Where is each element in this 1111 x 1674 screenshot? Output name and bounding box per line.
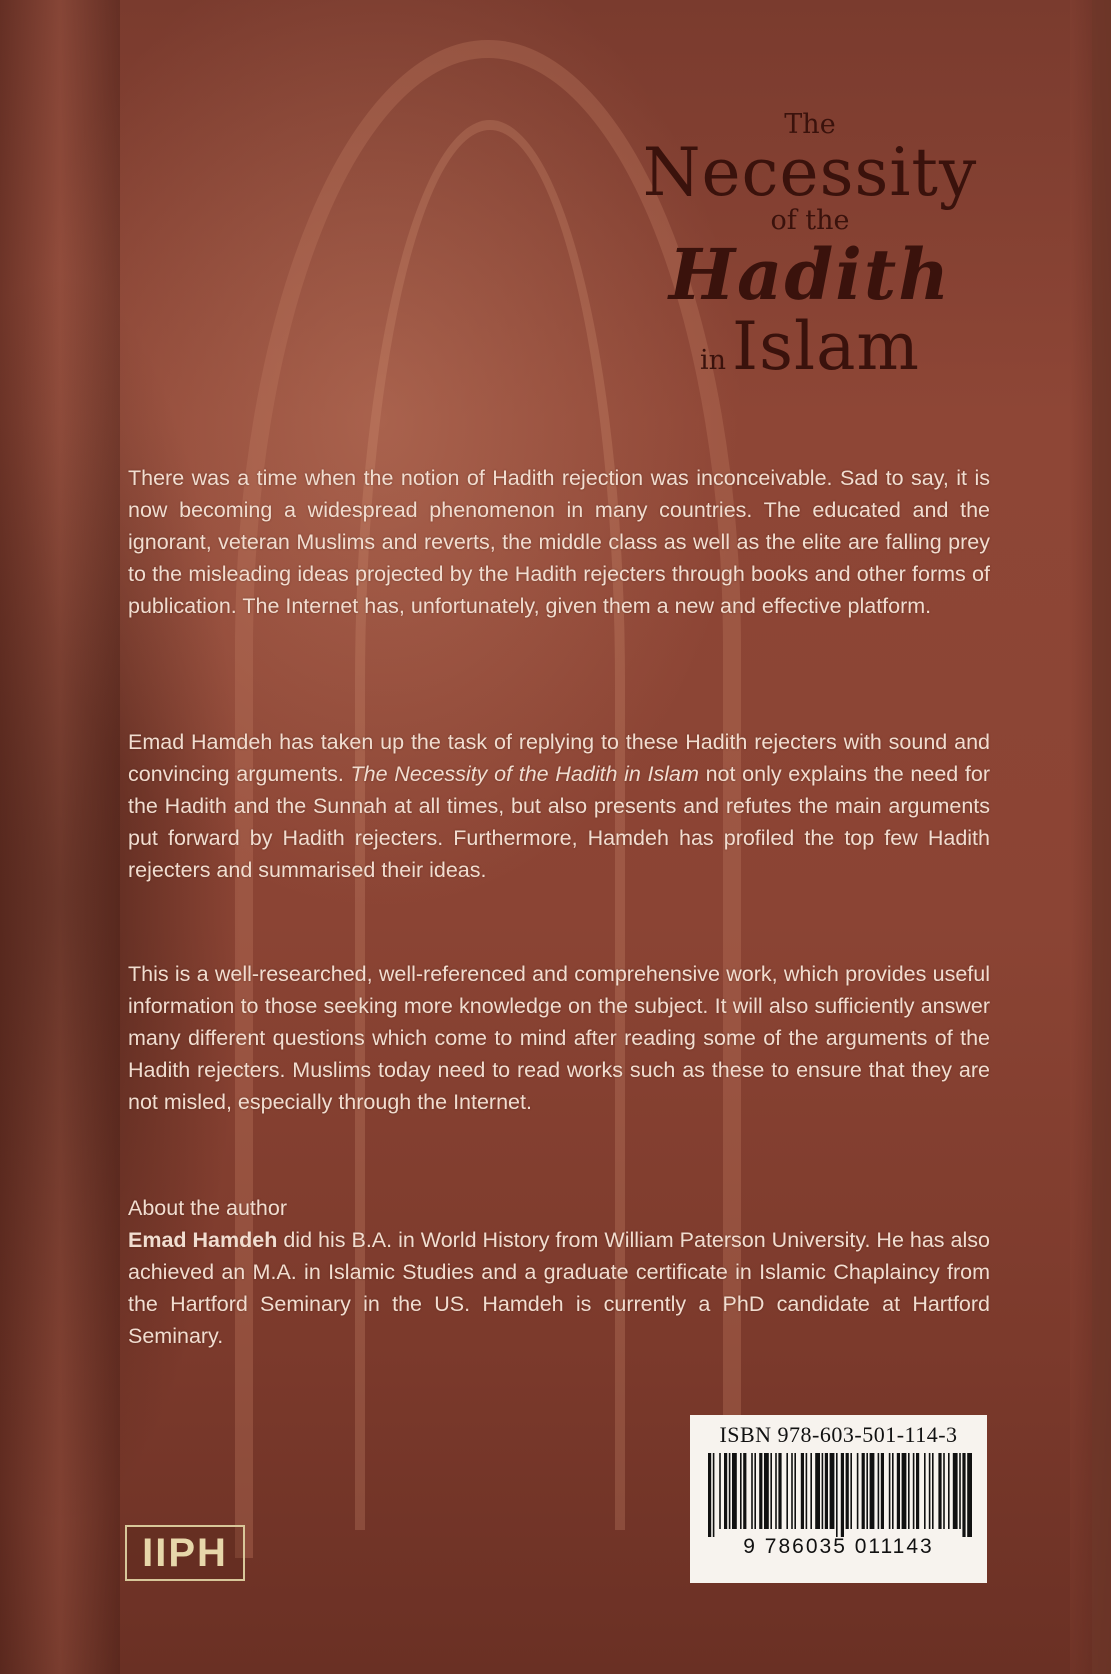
book-title [600,109,1020,385]
barcode-bar [824,1453,827,1529]
barcode-bar [916,1453,919,1529]
barcode-bar [708,1453,711,1537]
barcode-bar [967,1453,972,1537]
barcode-bar [786,1453,788,1529]
barcode-bar [770,1453,772,1529]
blurb-paragraph-3: This is a well-researched, well-referenced and comprehensive work, which provides useful information to those seeking more knowledge on the subject. It will also sufficiently answer many different questions which come to mind after reading some of the arguments of the Hadith rejecters. Muslims today need to read works such as these to ensure that they are not misled, especially through the Internet. [128,962,990,1114]
p2-book-title: The Necessity of the Hadith in Islam [350,762,699,786]
title-in: in [699,345,727,376]
barcode-bar [866,1453,868,1529]
barcode-bar [712,1453,714,1537]
barcode-bar [840,1453,843,1537]
barcode-bar [740,1453,742,1529]
barcode-bar [719,1453,721,1529]
barcode-bar [912,1453,914,1529]
barcode-bar [836,1453,838,1537]
barcode-bar [800,1453,803,1529]
barcode-bar [845,1453,848,1529]
left-column-decoration [0,0,120,1674]
barcode-bar [856,1453,858,1529]
p2-text-b: not only explains the need for the Hadith and the Sunnah at all times, but also presents and refutes the main arguments put forward by Hadith rejecters. Furthermore, Hamdeh has profiled the top few Hadith rejecters and summarised their ideas. [128,762,991,882]
blurb-paragraph-2 [128,726,990,886]
barcode-bar [754,1453,756,1529]
barcode-bar [896,1453,899,1529]
barcode-bar [952,1453,957,1529]
barcode-bar [892,1453,894,1529]
barcode-bar [794,1453,796,1529]
title-hadith: Hadith [668,233,952,316]
barcode-bar [869,1453,874,1529]
barcode-icon [704,1453,974,1537]
publisher-logo [125,1525,245,1581]
barcode-bar [775,1453,777,1529]
p2-text-a: Emad Hamdeh has taken up the task of replying to these Hadith rejecters with sound and convincing arguments. [128,730,990,786]
barcode-bar [924,1453,926,1529]
barcode-bar [932,1453,934,1529]
barcode-bar [810,1453,812,1529]
about-author-heading: About the author [128,1196,287,1220]
spine-edge [1092,0,1111,1674]
title-necessity: Necessity [642,134,978,211]
barcode-bar [901,1453,906,1529]
blurb-paragraph-1: There was a time when the notion of Hadith rejection was inconceivable. Sad to say, it is now becoming a widespread phenomenon in many countries. The educated and the ignorant, veteran Muslims and reverts, the middle class as well as the elite are falling prey to the misleading ideas projected by the Hadith rejecters through books and other forms of publication. The Internet has, unfortunately, given them a new and effective platform. [128,466,990,618]
barcode-bar [805,1453,807,1529]
barcode-bar [938,1453,941,1529]
title-islam: Islam [732,308,920,385]
barcode-bar [829,1453,834,1529]
isbn-barcode-box [690,1415,987,1583]
author-name: Emad Hamdeh [128,1228,278,1252]
barcode-bar [791,1453,793,1529]
barcode-bar [962,1453,965,1537]
barcode-bar [821,1453,823,1529]
barcode-bar [850,1453,852,1529]
barcode-bar [888,1453,890,1529]
title-in-islam-row [600,308,1020,385]
barcode-bar [778,1453,781,1529]
barcode-bar [724,1453,727,1529]
barcode-bar [743,1453,746,1529]
barcode-bar [751,1453,753,1529]
barcode-bar [908,1453,910,1529]
barcode-bar [948,1453,950,1529]
barcode-bar [880,1453,883,1529]
author-bio-text: did his B.A. in World History from William Paterson University. He has also achieved an M.A. in Islamic Studies and a graduate certificate in Islamic Chaplaincy from the Hartford Seminary in the US. Hamdeh is currently a PhD candidate at Hartford Seminary. [128,1228,990,1348]
about-author-bio [128,1224,990,1352]
barcode-bar [728,1453,730,1529]
barcode-bar [877,1453,879,1529]
barcode-bar [815,1453,820,1529]
title-of-the: of the [770,205,850,236]
barcode-bar [943,1453,945,1529]
title-the: The [784,109,836,140]
barcode-bar [732,1453,737,1529]
isbn-label: ISBN 978-603-501-114-3 [719,1422,958,1447]
barcode-digits: 9 786035 011143 [743,1535,934,1558]
barcode-bar [959,1453,961,1529]
barcode-bar [861,1453,864,1529]
publisher-logo-text: IIPH [142,1530,228,1575]
barcode-bar [928,1453,930,1529]
barcode-bar [764,1453,769,1529]
barcode-bar [759,1453,762,1529]
